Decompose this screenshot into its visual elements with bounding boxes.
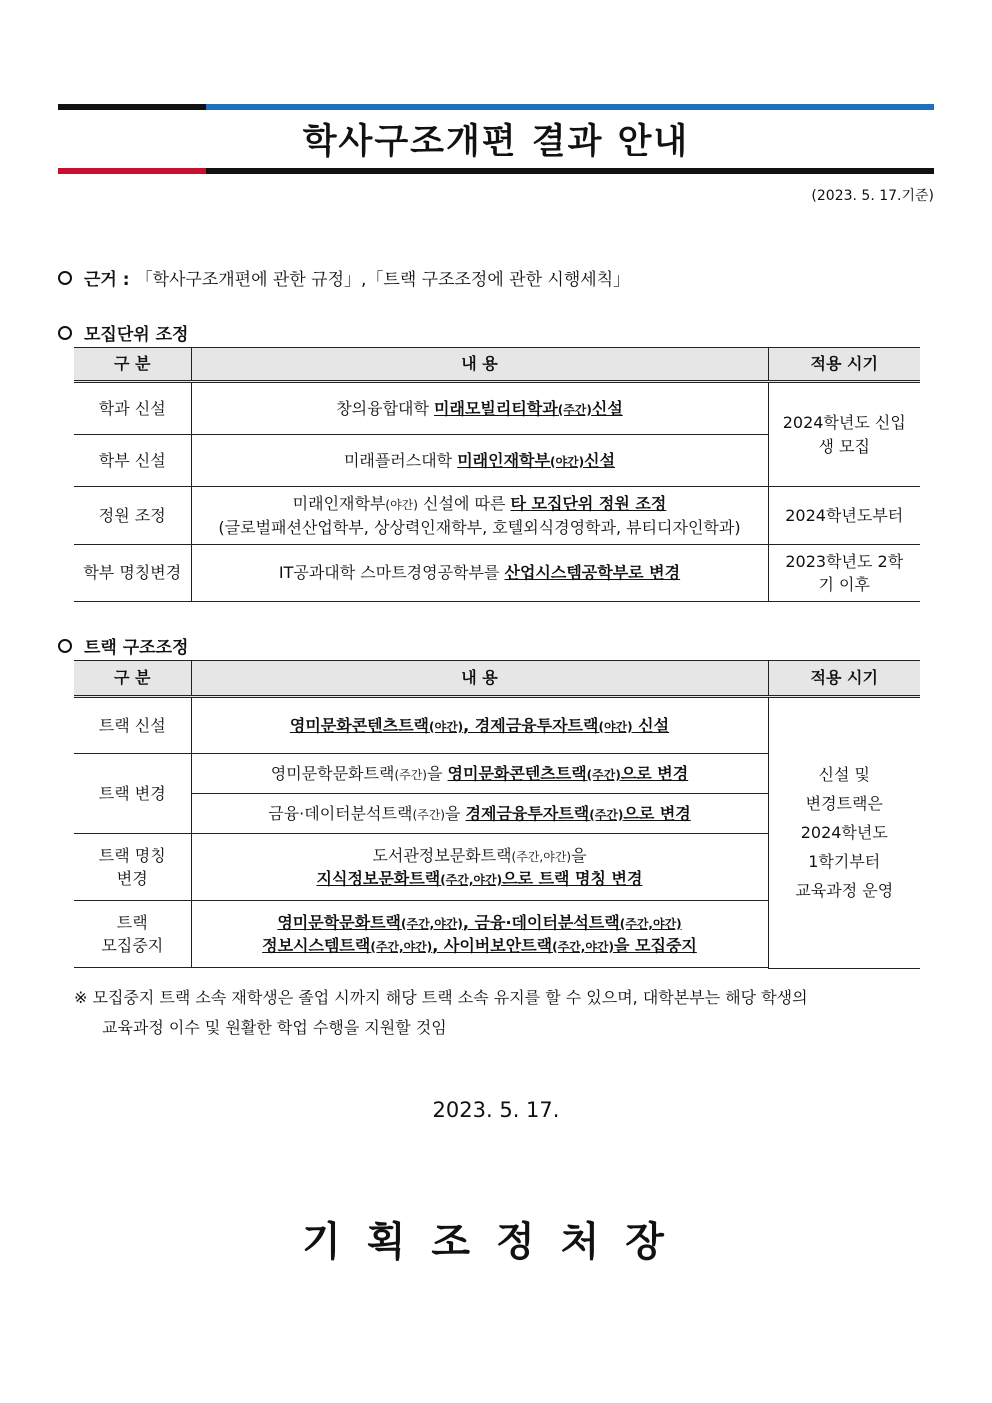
row-category: 정원 조정 <box>74 487 191 545</box>
row-content: 도서관정보문화트랙(주간,야간)을 지식정보문화트랙(주간,야간)으로 트랙 명칭 변경 <box>191 834 768 901</box>
row-content: 창의융합대학 미래모빌리티학과(주간)신설 <box>191 382 768 435</box>
page-title: 학사구조개편 결과 안내 <box>302 122 690 162</box>
basis-label: 근거 : <box>84 270 130 290</box>
note-text <box>74 983 930 1043</box>
row-category: 학부 명칭변경 <box>74 545 191 602</box>
row-period: 2024학년도부터 <box>768 487 920 545</box>
row-period: 2024학년도 신입생 모집 <box>768 382 920 487</box>
section1-table <box>74 347 920 602</box>
row-period: 2023학년도 2학기 이후 <box>768 545 920 602</box>
section2-heading-text: 트랙 구조조정 <box>84 638 189 658</box>
row-content: 영미문학문화트랙(주간,야간), 금융·데이터분석트랙(주간,야간) 정보시스템트랙(주간,야간), 사이버보안트랙(주간,야간)을 모집중지 <box>191 901 768 968</box>
top-rule-blue <box>206 104 934 110</box>
col-header-category: 구 분 <box>74 348 191 382</box>
section2-table <box>74 660 920 969</box>
signer-title: 기획조정처장 <box>302 1219 690 1265</box>
row-category: 학부 신설 <box>74 435 191 487</box>
basis-text: 「학사구조개편에 관한 규정」,「트랙 구조조정에 관한 시행세칙」 <box>135 270 631 290</box>
bullet-circle-icon <box>58 271 72 285</box>
table-row <box>74 487 920 545</box>
col-header-content: 내 용 <box>191 348 768 382</box>
table-header-row <box>74 661 920 697</box>
bullet-circle-icon <box>58 326 72 340</box>
row-period: 신설 및 변경트랙은 2024학년도 1학기부터 교육과정 운영 <box>768 697 920 969</box>
top-rule-black <box>58 104 206 110</box>
row-category: 트랙 신설 <box>74 697 191 754</box>
title-rule-red <box>58 168 206 174</box>
col-header-category: 구 분 <box>74 661 191 697</box>
col-header-period: 적용 시기 <box>768 348 920 382</box>
row-category: 트랙 모집중지 <box>74 901 191 968</box>
document-date: 2023. 5. 17. <box>432 1098 560 1122</box>
row-content: 영미문화콘텐츠트랙(야간), 경제금융투자트랙(야간) 신설 <box>191 697 768 754</box>
table-header-row <box>74 348 920 382</box>
section1-heading <box>58 320 188 345</box>
section1-heading-text: 모집단위 조정 <box>84 325 189 345</box>
row-content: 미래인재학부(야간) 신설에 따른 타 모집단위 정원 조정 (글로벌패션산업학부, 상상력인재학부, 호텔외식경영학과, 뷰티디자인학과) <box>191 487 768 545</box>
table-row <box>74 545 920 602</box>
row-content: 미래플러스대학 미래인재학부(야간)신설 <box>191 435 768 487</box>
col-header-content: 내 용 <box>191 661 768 697</box>
note-line2: 교육과정 이수 및 원활한 학업 수행을 지원할 것임 <box>102 1018 447 1037</box>
row-category: 학과 신설 <box>74 382 191 435</box>
bullet-circle-icon <box>58 639 72 653</box>
note-line1: ※ 모집중지 트랙 소속 재학생은 졸업 시까지 해당 트랙 소속 유지를 할 수 있으며, 대학본부는 해당 학생의 <box>74 988 808 1007</box>
col-header-period: 적용 시기 <box>768 661 920 697</box>
title-rule-black <box>206 168 934 174</box>
table-row <box>74 382 920 435</box>
basis-line <box>58 265 630 290</box>
table-row <box>74 697 920 754</box>
row-category: 트랙 명칭 변경 <box>74 834 191 901</box>
row-content: 금융·데이터분석트랙(주간)을 경제금융투자트랙(주간)으로 변경 <box>191 794 768 834</box>
row-content: 영미문학문화트랙(주간)을 영미문화콘텐츠트랙(주간)으로 변경 <box>191 754 768 794</box>
reference-date: (2023. 5. 17.기준) <box>811 188 934 204</box>
row-content: IT공과대학 스마트경영공학부를 산업시스템공학부로 변경 <box>191 545 768 602</box>
section2-heading <box>58 633 188 658</box>
row-category: 트랙 변경 <box>74 754 191 834</box>
